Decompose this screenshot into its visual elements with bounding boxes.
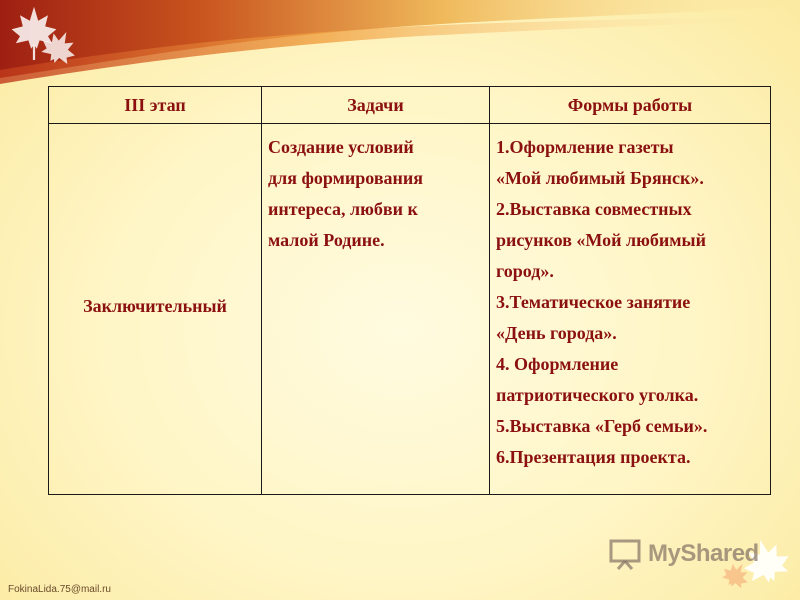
stage-name-cell: Заключительный [49,124,262,495]
forms-line: «День города». [496,323,617,343]
header-stage: III этап [49,87,262,124]
tasks-cell [262,124,490,495]
forms-line: патриотического уголка. [496,385,699,405]
table-row [49,124,771,495]
forms-line: город». [496,261,554,281]
myshared-watermark-logo [608,536,759,572]
tasks-line: малой Родине. [268,230,385,250]
forms-line: 5.Выставка «Герб семьи». [496,416,708,436]
tasks-line: интереса, любви к [268,199,418,219]
forms-line: 6.Презентация проекта. [496,447,691,467]
forms-cell [490,124,771,495]
footer-email: FokinaLida.75@mail.ru [8,584,111,595]
forms-line: рисунков «Мой любимый [496,230,706,250]
logo-text: MyShared [648,540,759,567]
tasks-line: для формирования [268,168,424,188]
forms-line: «Мой любимый Брянск». [496,168,704,188]
maple-leaf-icon [36,28,80,72]
forms-line: 1.Оформление газеты [496,137,674,157]
top-decorative-band [0,0,800,90]
tasks-line: Создание условий [268,137,414,157]
stage-table-container [48,86,770,495]
forms-line: 3.Тематическое занятие [496,292,691,312]
stage-table [48,86,771,495]
table-header-row [49,87,771,124]
header-tasks: Задачи [262,87,490,124]
forms-line: 4. Оформление [496,354,619,374]
forms-line: 2.Выставка совместных [496,199,692,219]
presentation-board-icon [608,537,642,571]
header-forms: Формы работы [490,87,771,124]
